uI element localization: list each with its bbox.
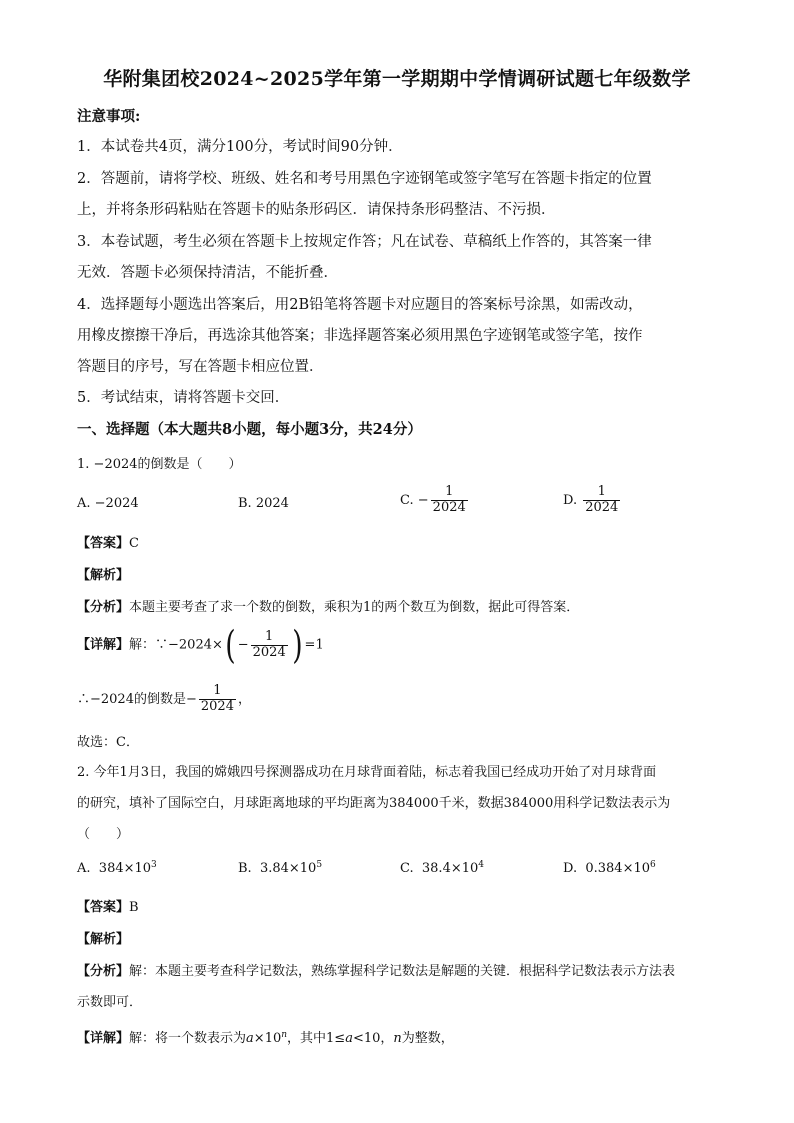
q1-fenxi: 【分析】本题主要考查了求一个数的倒数，乘积为1的两个数互为倒数，据此可得答案．	[77, 600, 580, 615]
q2-fenxi-line-2: 示数即可．	[77, 995, 143, 1010]
note-line-3: 上，并将条形码粘贴在答题卡的贴条形码区．请保持条形码整洁、不污损．	[77, 202, 556, 218]
q2-stem-line-1: 2. 今年1月3日，我国的嫦娥四号探测器成功在月球背面着陆，标志着我国已经成功开始了对月球背面	[77, 765, 657, 780]
q1-therefore: ∴−2024的倒数是− $\frac{1}{2024}$ ，	[77, 683, 251, 714]
page-title: 华附集团校2024~2025学年第一学期期中学情调研试题七年级数学	[103, 68, 691, 90]
q1-choose: 故选：C．	[77, 735, 139, 750]
note-line-4: 3．本卷试题，考生必须在答题卡上按规定作答；凡在试卷、草稿纸上作答的，其答案一律	[77, 234, 652, 250]
q2-answer: 【答案】B	[77, 900, 139, 915]
q2-option-c: C. $38.4\times 10^4$	[400, 860, 485, 876]
q1-option-a: A. −2024	[77, 496, 139, 511]
note-line-2: 2．答题前，请将学校、班级、姓名和考号用黑色字迹钢笔或签字笔写在答题卡指定的位置	[77, 171, 652, 187]
q1-detail: 【详解】解：∵−2024×( − $\frac{1}{2024}$ ) =1	[77, 623, 324, 667]
q1-detail-fraction: $\frac{1}{2024}$	[252, 628, 286, 660]
q2-option-b: B. $3.84\times 10^5$	[238, 860, 323, 876]
q1-option-d-fraction: $\frac{1}{2024}$	[585, 484, 619, 515]
q2-fenxi-line-1: 【分析】解：本题主要考查科学记数法，熟练掌握科学记数法是解题的关键．根据科学记数法表示方法表	[77, 964, 676, 979]
q2-analysis-label: 【解析】	[77, 932, 130, 947]
q1-analysis-label: 【解析】	[77, 568, 130, 583]
q1-stem: 1. −2024的倒数是（ ）	[77, 457, 242, 472]
note-line-9: 5．考试结束，请将答题卡交回．	[77, 390, 290, 406]
q1-stem-expr: −2024	[93, 457, 138, 472]
q1-option-d: D. $\frac{1}{2024}$	[563, 484, 619, 515]
notes-heading: 注意事项:	[77, 108, 141, 125]
note-line-5: 无效．答题卡必须保持清洁，不能折叠．	[77, 265, 338, 281]
note-line-6: 4．选择题每小题选出答案后，用2B铅笔将答题卡对应题目的答案标号涂黑，如需改动，	[77, 297, 643, 313]
q1-option-c: C. − $\frac{1}{2024}$	[400, 484, 466, 515]
note-line-1: 1．本试卷共4页，满分100分，考试时间90分钟．	[77, 139, 403, 155]
note-line-7: 用橡皮擦擦干净后，再选涂其他答案；非选择题答案必须用黑色字迹钢笔或签字笔，按作	[77, 328, 643, 344]
q2-detail: 【详解】解：将一个数表示为$a\times 10^n$，其中1≤a<10，n为整数，	[77, 1030, 454, 1046]
q1-option-c-fraction: $\frac{1}{2024}$	[432, 484, 466, 515]
q2-option-d: D. $0.384\times 10^6$	[563, 860, 656, 876]
q1-answer: 【答案】C	[77, 536, 139, 551]
q1-therefore-fraction: $\frac{1}{2024}$	[200, 683, 234, 714]
q2-option-a: A. $384\times 10^3$	[77, 860, 157, 876]
q1-option-b: B. 2024	[238, 496, 289, 511]
section-heading: 一、选择题（本大题共8小题，每小题3分，共24分）	[77, 421, 422, 438]
q2-stem-line-2: 的研究，填补了国际空白，月球距离地球的平均距离为384000千米，数据384000用科学记数法表示为	[77, 796, 671, 811]
note-line-8: 答题目的序号，写在答题卡相应位置．	[77, 359, 324, 375]
q2-stem-line-3: （ ）	[77, 827, 130, 842]
